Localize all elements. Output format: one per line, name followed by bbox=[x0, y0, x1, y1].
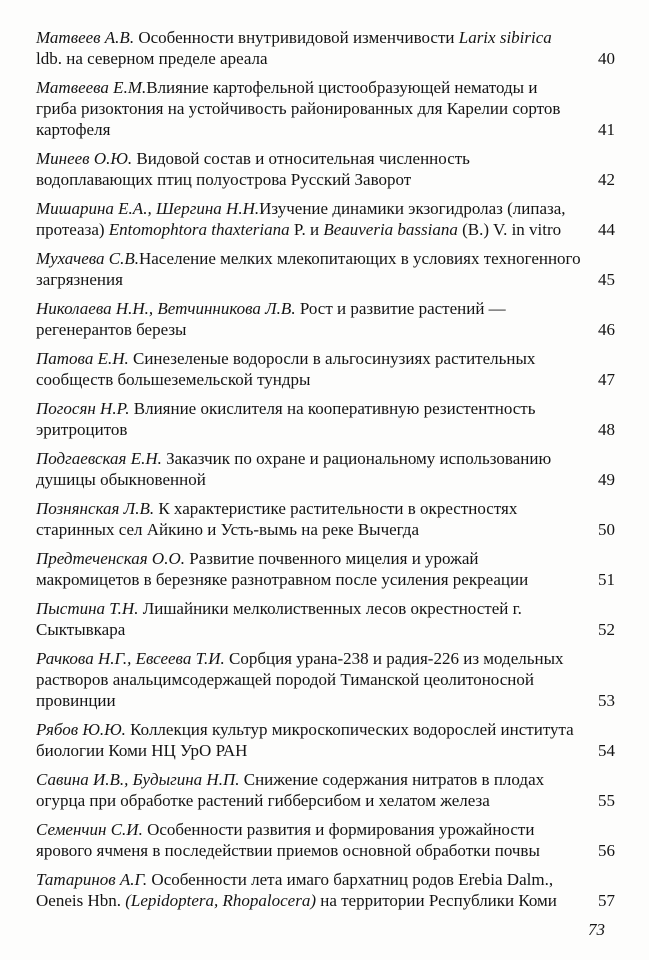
entry-authors: Пыстина Т.Н. bbox=[36, 599, 139, 618]
entry-title: Изучение динамики экзогидролаз (липаза, протеаза) bbox=[36, 199, 566, 239]
toc-entry bbox=[36, 448, 615, 490]
entry-authors: Минеев О.Ю. bbox=[36, 149, 133, 168]
entry-title: P. и bbox=[289, 220, 324, 239]
entry-text bbox=[36, 549, 528, 589]
entry-text bbox=[36, 399, 536, 439]
entry-title: Население мелких млекопитающих в условиях техногенного загрязнения bbox=[36, 249, 581, 289]
toc-entry bbox=[36, 548, 615, 590]
toc-entries bbox=[36, 27, 615, 911]
entry-page-number: 46 bbox=[598, 320, 615, 339]
entry-text bbox=[36, 249, 581, 289]
entry-title: Рост и развитие растений — регенерантов березы bbox=[36, 299, 506, 339]
toc-entry bbox=[36, 869, 615, 911]
entry-authors: Погосян Н.Р. bbox=[36, 399, 130, 418]
entry-text bbox=[36, 199, 566, 239]
toc-entry bbox=[36, 819, 615, 861]
entry-page-number: 44 bbox=[598, 220, 615, 239]
entry-latin-name: Entomophtora thaxteriana bbox=[108, 220, 290, 239]
entry-latin-name: (Lepidoptera, Rhopalocera) bbox=[125, 891, 316, 910]
entry-text bbox=[36, 28, 552, 68]
entry-title: К характеристике растительности в окрестностях старинных сел Айкино и Усть-вымь на реке Вычегда bbox=[36, 499, 518, 539]
entry-page-number: 55 bbox=[598, 791, 615, 810]
toc-entry bbox=[36, 598, 615, 640]
toc-entry bbox=[36, 719, 615, 761]
entry-page-number: 52 bbox=[598, 620, 615, 639]
entry-page-number: 45 bbox=[598, 270, 615, 289]
entry-page-number: 57 bbox=[598, 891, 615, 910]
entry-page-number: 49 bbox=[598, 470, 615, 489]
entry-title: Особенности развития и формирования урожайности ярового ячменя в последействии приемов основной обработки почвы bbox=[36, 820, 540, 860]
entry-text bbox=[36, 770, 544, 810]
entry-title: Влияние окислителя на кооперативную резистентность эритроцитов bbox=[36, 399, 536, 439]
entry-authors: Предтеченская О.О. bbox=[36, 549, 185, 568]
toc-entry bbox=[36, 77, 615, 140]
entry-title: Снижение содержания нитратов в плодах огурца при обработке растений гибберсибом и хелатом железа bbox=[36, 770, 545, 810]
toc-entry bbox=[36, 769, 615, 811]
entry-page-number: 51 bbox=[598, 570, 615, 589]
entry-title: на территории Республики Коми bbox=[315, 891, 557, 910]
toc-entry bbox=[36, 248, 615, 290]
entry-authors: Татаринов А.Г. bbox=[36, 870, 148, 889]
toc-entry bbox=[36, 648, 615, 711]
entry-title: Сорбция урана-238 и радия-226 из модельных растворов анальцимсодержащей породой Тиманской цеолитоносной провинции bbox=[36, 649, 564, 710]
entry-authors: Николаева Н.Н., Ветчинникова Л.В. bbox=[36, 299, 296, 318]
entry-text bbox=[36, 499, 517, 539]
entry-title: Синезеленые водоросли в альгосинузиях растительных сообществ большеземельской тундры bbox=[36, 349, 536, 389]
toc-entry bbox=[36, 398, 615, 440]
entry-page-number: 42 bbox=[598, 170, 615, 189]
entry-text bbox=[36, 349, 535, 389]
toc-entry bbox=[36, 298, 615, 340]
entry-authors: Савина И.В., Будыгина Н.П. bbox=[36, 770, 240, 789]
entry-authors: Рачкова Н.Г., Евсеева Т.И. bbox=[36, 649, 225, 668]
entry-latin-name: Larix sibirica bbox=[458, 28, 552, 47]
entry-title: Развитие почвенного мицелия и урожай макромицетов в березняке разнотравном после усиления рекреации bbox=[36, 549, 529, 589]
toc-entry bbox=[36, 348, 615, 390]
entry-authors: Семенчин С.И. bbox=[36, 820, 143, 839]
page-number: 73 bbox=[588, 920, 605, 939]
entry-text bbox=[36, 820, 540, 860]
toc-entry bbox=[36, 27, 615, 69]
entry-text bbox=[36, 449, 551, 489]
entry-authors: Познянская Л.В. bbox=[36, 499, 155, 518]
entry-authors: Патова Е.Н. bbox=[36, 349, 129, 368]
entry-text bbox=[36, 78, 560, 139]
entry-page-number: 47 bbox=[598, 370, 615, 389]
entry-title: Особенности лета имаго бархатниц родов Erebia Dalm., Oeneis Hbn. bbox=[36, 870, 554, 910]
entry-title: Особенности внутривидовой изменчивости bbox=[134, 28, 459, 47]
entry-authors: Мишарина Е.А., Шергина Н.Н. bbox=[36, 199, 260, 218]
entry-title: Заказчик по охране и рациональному использованию душицы обыкновенной bbox=[36, 449, 552, 489]
entry-authors: Подгаевская Е.Н. bbox=[36, 449, 162, 468]
entry-title: (B.) V. in vitro bbox=[457, 220, 562, 239]
entry-text bbox=[36, 649, 564, 710]
entry-page-number: 56 bbox=[598, 841, 615, 860]
entry-page-number: 48 bbox=[598, 420, 615, 439]
entry-text bbox=[36, 870, 557, 910]
entry-authors: Матвеева Е.М. bbox=[36, 78, 147, 97]
entry-title: Видовой состав и относительная численность водоплавающих птиц полуострова Русский Заворот bbox=[36, 149, 470, 189]
entry-text bbox=[36, 299, 506, 339]
entry-title: Влияние картофельной цистообразующей нематоды и гриба ризоктония на устойчивость районированных для Карелии сортов картофеля bbox=[36, 78, 561, 139]
entry-text bbox=[36, 149, 470, 189]
toc-entry bbox=[36, 498, 615, 540]
entry-title: Коллекция культур микроскопических водорослей института биологии Коми НЦ УрО РАН bbox=[36, 720, 574, 760]
entry-page-number: 53 bbox=[598, 691, 615, 710]
entry-page-number: 40 bbox=[598, 49, 615, 68]
entry-page-number: 41 bbox=[598, 120, 615, 139]
toc-entry bbox=[36, 148, 615, 190]
entry-page-number: 54 bbox=[598, 741, 615, 760]
entry-authors: Мухачева С.В. bbox=[36, 249, 139, 268]
entry-authors: Матвеев А.В. bbox=[36, 28, 135, 47]
entry-page-number: 50 bbox=[598, 520, 615, 539]
entry-text bbox=[36, 720, 574, 760]
entry-authors: Рябов Ю.Ю. bbox=[36, 720, 126, 739]
toc-entry bbox=[36, 198, 615, 240]
entry-text bbox=[36, 599, 522, 639]
entry-title: ldb. на северном пределе ареала bbox=[36, 49, 268, 68]
entry-title: Лишайники мелколиственных лесов окрестностей г. Сыктывкара bbox=[36, 599, 522, 639]
entry-latin-name: Beauveria bassiana bbox=[323, 220, 458, 239]
